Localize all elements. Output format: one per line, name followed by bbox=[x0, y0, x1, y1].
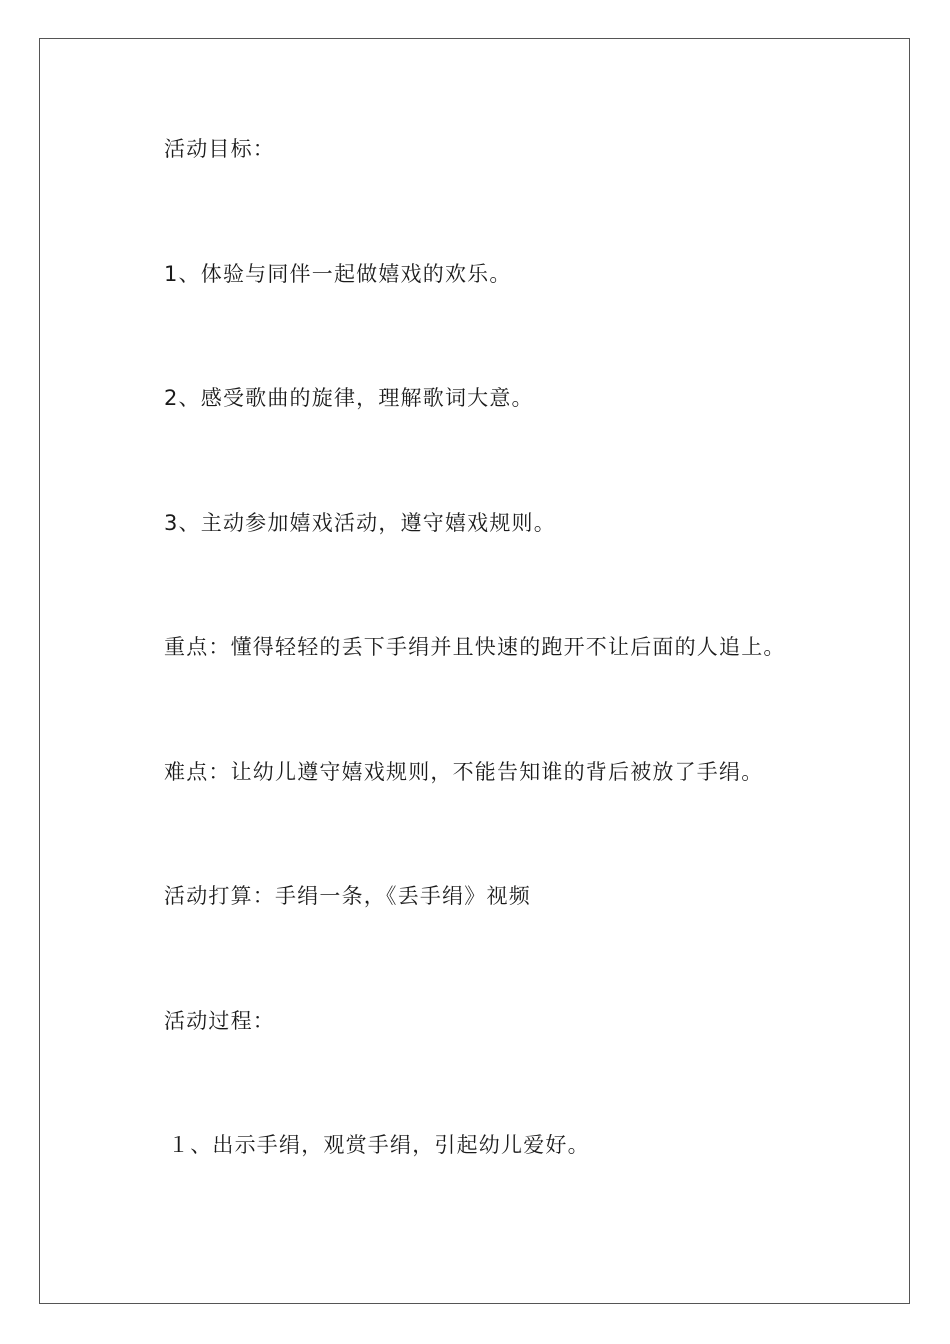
goal-item-3: 3、主动参加嬉戏活动，遵守嬉戏规则。 bbox=[164, 511, 556, 535]
process-step-1: １、出示手绢，观赏手绢，引起幼儿爱好。 bbox=[168, 1133, 590, 1157]
difficulty-line: 难点：让幼儿遵守嬉戏规则，不能告知谁的背后被放了手绢。 bbox=[164, 760, 764, 784]
section-heading-goals: 活动目标： bbox=[164, 137, 275, 161]
section-heading-process: 活动过程： bbox=[164, 1009, 275, 1033]
goal-item-2: 2、感受歌曲的旋律，理解歌词大意。 bbox=[164, 386, 534, 410]
key-point-line: 重点：懂得轻轻的丢下手绢并且快速的跑开不让后面的人追上。 bbox=[164, 635, 786, 659]
page-frame bbox=[39, 38, 910, 1304]
preparation-line: 活动打算：手绢一条，《丢手绢》视频 bbox=[164, 884, 531, 908]
goal-item-1: 1、体验与同伴一起做嬉戏的欢乐。 bbox=[164, 262, 512, 286]
